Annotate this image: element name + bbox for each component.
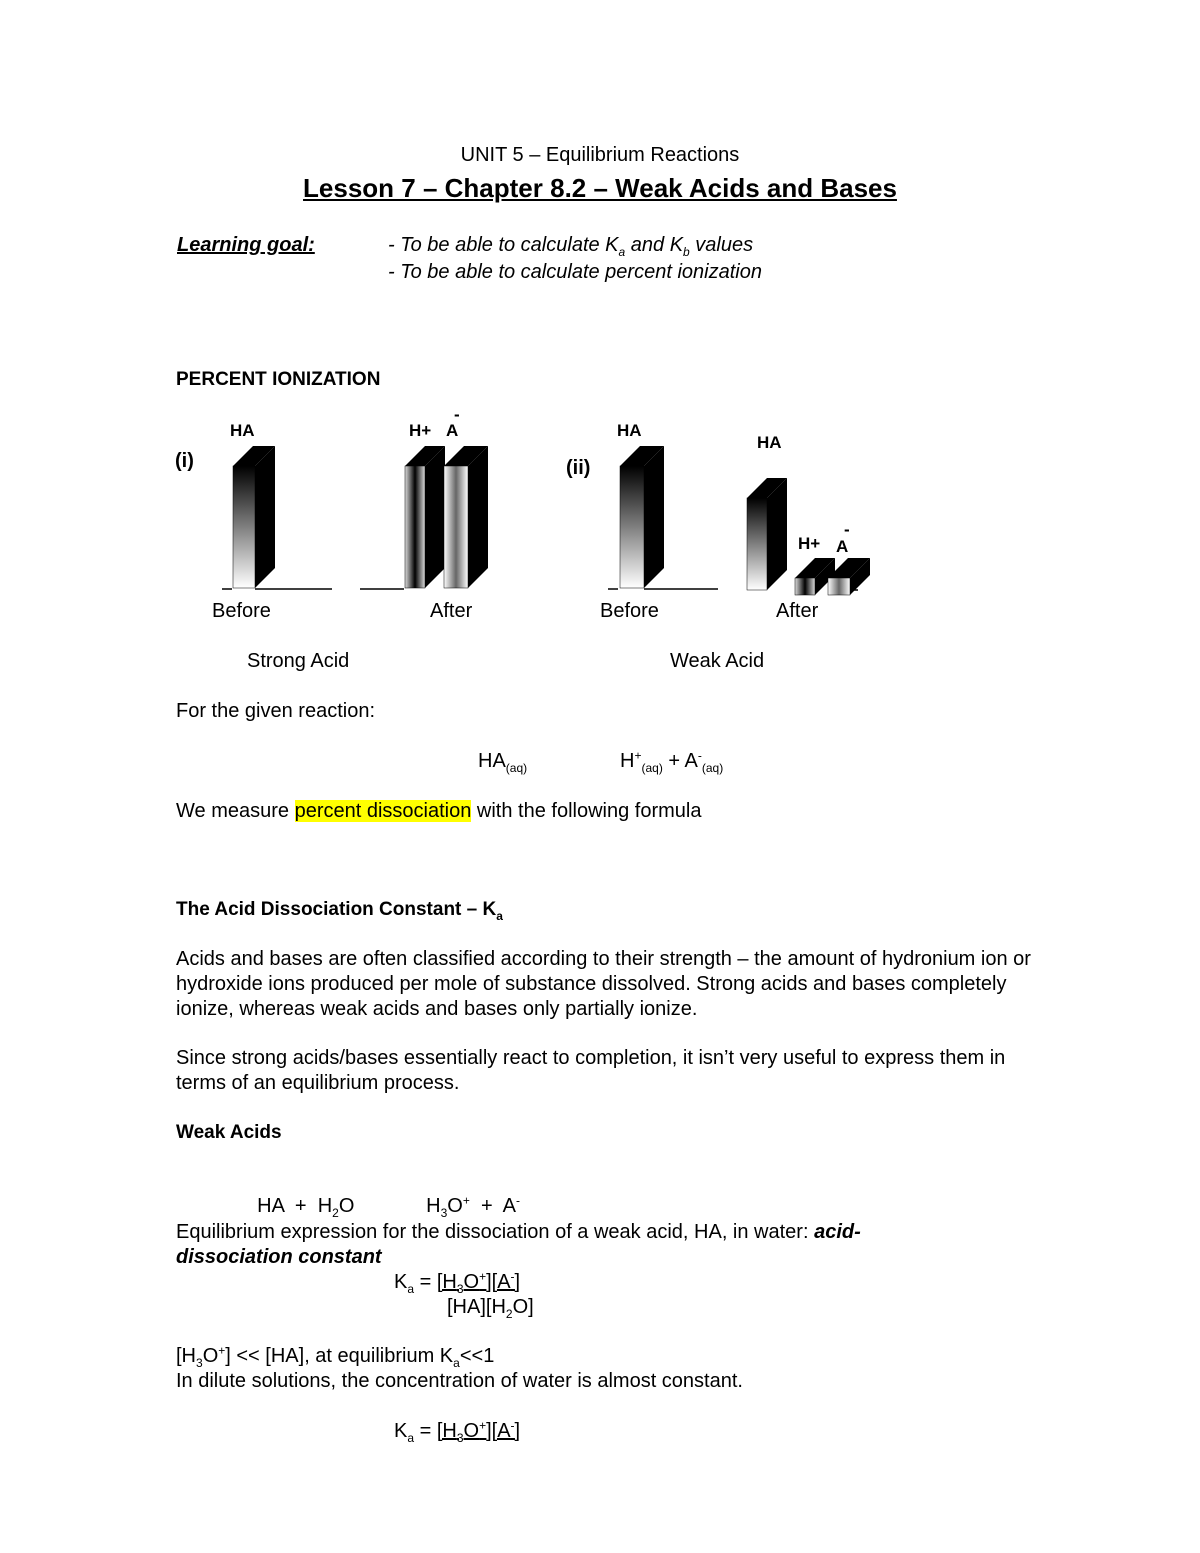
learning-goal-2: - To be able to calculate percent ionization xyxy=(388,261,762,283)
label-ha-ii-before: HA xyxy=(617,421,642,440)
bar-strong-after-a xyxy=(444,446,488,588)
ka-expression-numerator: $K_a = [H_3O^+][A^-]$ xyxy=(394,1269,521,1296)
section-heading-weak-acids: Weak Acids xyxy=(176,1122,282,1143)
label-ha-ii-after: HA xyxy=(757,433,782,452)
reaction-reactant: $HA_{(aq)}$ xyxy=(478,750,528,775)
given-reaction-text: For the given reaction: xyxy=(176,700,375,722)
caption-weak-acid: Weak Acid xyxy=(670,650,765,672)
equilibrium-arrow-icon xyxy=(548,757,608,771)
unit-title: UNIT 5 – Equilibrium Reactions xyxy=(460,144,740,166)
hydronium-comparison-line: $[H_3O^+] << [HA]$, at equilibrium $K_a<<1$ xyxy=(176,1343,495,1370)
ka-paragraph-1: Acids and bases are often classified according to their strength – the amount of hydronium ion or hydroxide ions produced per mole of substance dissolved. Strong acids and bases completely ionize, whereas weak acids and bases only partially ionize. xyxy=(176,948,1031,1020)
label-before-ii: Before xyxy=(600,600,659,622)
label-after-i: After xyxy=(430,600,473,622)
acid-dissociation-constant-term: dissociation constant xyxy=(176,1246,382,1268)
learning-goal-1: - To be able to calculate $K_a$ and $K_b$ values xyxy=(388,234,754,259)
percent-dissociation-highlight: percent dissociation xyxy=(294,800,472,822)
ionization-diagram xyxy=(170,400,930,600)
caption-strong-acid: Strong Acid xyxy=(247,650,350,672)
bar-strong-after-h xyxy=(405,446,445,588)
equilibrium-expression-intro: Equilibrium expression for the dissociation of a weak acid, HA, in water: acid- xyxy=(176,1221,861,1243)
label-ii: (ii) xyxy=(566,457,591,479)
label-minus-i-after: - xyxy=(454,405,460,424)
bar-weak-after-ha xyxy=(747,478,787,590)
ka-expression-simplified: $K_a = [H_3O^+][A^-]$ xyxy=(394,1418,521,1445)
bar-strong-before xyxy=(233,446,275,588)
bar-weak-before xyxy=(620,446,664,588)
label-ha-i-before: HA xyxy=(230,421,255,440)
ka-expression-denominator: $[HA][H_2O]$ xyxy=(447,1296,534,1321)
label-before-i: Before xyxy=(212,600,271,622)
section-heading-ka: The Acid Dissociation Constant – $K_a$ xyxy=(176,899,503,923)
weak-acid-equation-right: $H_3O^+ + A^-$ xyxy=(426,1193,520,1220)
reaction-products: $H^+_{(aq)} + A^-_{(aq)}$ xyxy=(620,748,724,775)
lesson-title: Lesson 7 – Chapter 8.2 – Weak Acids and Bases xyxy=(303,173,897,203)
label-i: (i) xyxy=(175,450,194,472)
ka-paragraph-2: Since strong acids/bases essentially react to completion, it isn’t very useful to express them in terms of an equilibrium process. xyxy=(176,1047,1006,1094)
label-aminus-i-after: A xyxy=(446,421,459,440)
label-hplus-ii-after: H+ xyxy=(798,534,821,553)
percent-dissociation-sentence: We measure percent dissociation with the following formula xyxy=(176,800,702,822)
label-hplus-i-after: H+ xyxy=(409,421,432,440)
label-aminus-ii-after: A xyxy=(836,537,849,556)
label-after-ii: After xyxy=(776,600,819,622)
section-heading-percent-ionization: PERCENT IONIZATION xyxy=(176,369,381,390)
learning-goal-label: Learning goal: xyxy=(177,234,315,256)
weak-acid-equation-left: HA + $H_2O$ xyxy=(257,1195,355,1220)
dilute-solution-line: In dilute solutions, the concentration of water is almost constant. xyxy=(176,1370,743,1392)
equilibrium-arrow-icon-2 xyxy=(370,1178,410,1192)
label-minus-ii-after: - xyxy=(844,520,850,539)
